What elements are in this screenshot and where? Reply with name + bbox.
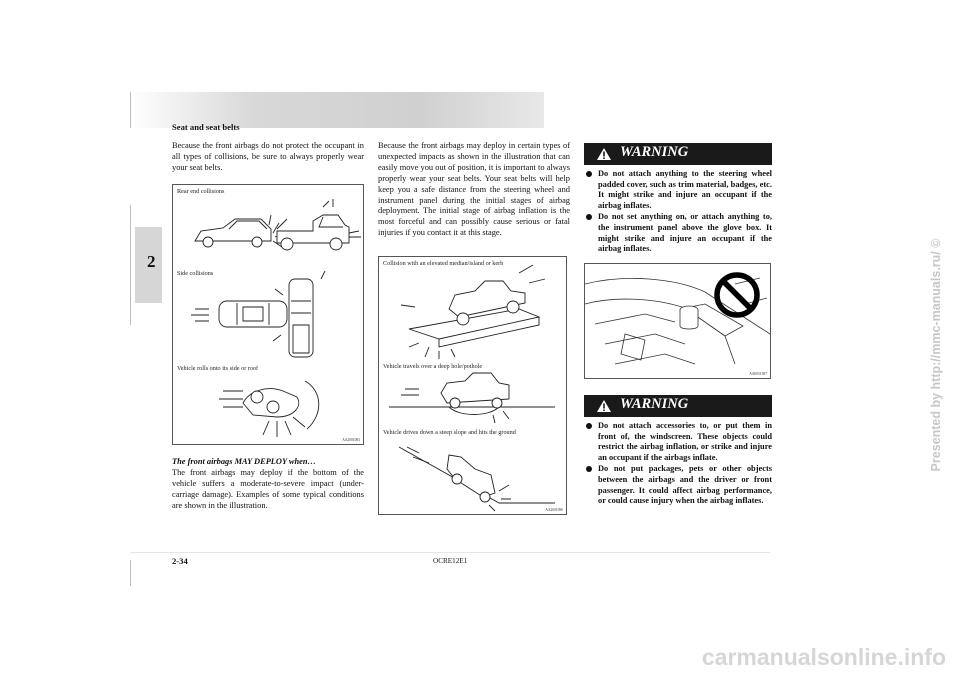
document-id: OCRE12E1 — [433, 557, 468, 565]
positioning-paragraph: Because the front airbags may deploy in certain types of unexpected impacts as shown in the illustration that can easily move you out of position, it is important to always properly wear your seat belts. Your seat belts will help keep you a safe distance from the steering wheel and instrument panel during the initial stages of airbag deployment. The initial stage of airbag inflation is the most forceful and can possibly cause serious or fatal injuries if you contact it at this stage. — [378, 141, 570, 238]
deploy-conditions-figure — [378, 256, 567, 515]
bottom-watermark[interactable]: carmanualsonline.info — [701, 644, 946, 670]
figure-caption: Rear end collisions — [177, 188, 225, 195]
warning-item: Do not attach anything to the steering wheel padded cover, such as trim material, badges, etc. It might strike and injure an occupant if the airbag inflates. — [584, 169, 772, 211]
deploy-illustration — [379, 257, 566, 514]
warning-item: Do not set anything on, or attach anything to, the instrument panel above the glove box. It might strike and injure an occupant if the airbag inflates. — [584, 212, 772, 254]
collision-types-figure — [172, 184, 364, 445]
warning-header — [584, 143, 772, 165]
figure-caption: Vehicle drives down a steep slope and hits the ground — [383, 429, 516, 436]
figure-code: AA2001096 — [545, 508, 563, 512]
warning-item: Do not put packages, pets or other objects between the airbags and the driver or front passenger. It could affect airbag performance, or could cause injury when the airbag inflates. — [584, 464, 772, 506]
figure-caption: Collision with an elevated median/island or kerb — [383, 260, 504, 267]
dashboard-illustration — [585, 264, 770, 378]
warning-list — [584, 169, 772, 255]
page-number: 2-34 — [172, 556, 188, 566]
margin-line-top — [130, 92, 131, 128]
warning-triangle-icon — [596, 147, 612, 161]
chapter-number: 2 — [147, 252, 156, 271]
warning-box-1 — [584, 143, 772, 256]
warning-item: Do not attach accessories to, or put them in front of, the windscreen. These objects could restrict the airbag inflation, or strike and injure an occupant if the airbags inflate. — [584, 421, 772, 463]
warning-box-2 — [584, 395, 772, 508]
figure-code: AA0051587 — [749, 372, 767, 376]
figure-caption: Side collisions — [177, 270, 214, 277]
dashboard-prohibition-figure — [584, 263, 771, 379]
figure-caption: Vehicle travels over a deep hole/pothole — [383, 363, 483, 370]
footer-rule — [130, 552, 770, 553]
figure-code: AA2001083 — [342, 438, 360, 442]
section-title: Seat and seat belts — [172, 122, 240, 132]
figure-caption: Vehicle rolls onto its side or roof — [177, 365, 259, 372]
warning-title: WARNING — [620, 144, 689, 160]
collision-illustration — [173, 185, 363, 444]
deploy-paragraph: The front airbags may deploy if the bottom of the vehicle suffers a moderate-to-severe impact (under-carriage damage). Examples of some typical conditions are shown in the illustration. — [172, 468, 364, 510]
margin-line-bottom — [130, 560, 131, 586]
warning-header — [584, 395, 772, 417]
vertical-watermark: Presented by http://mmc-manuals.ru/ © — [929, 238, 943, 472]
margin-line-mid — [130, 205, 131, 325]
warning-title: WARNING — [620, 396, 689, 412]
deploy-subheading: The front airbags MAY DEPLOY when… — [172, 457, 316, 466]
intro-paragraph: Because the front airbags do not protect the occupant in all types of collisions, be sure to always properly wear your seat belts. — [172, 141, 364, 172]
warning-triangle-icon — [596, 399, 612, 413]
warning-list — [584, 421, 772, 507]
